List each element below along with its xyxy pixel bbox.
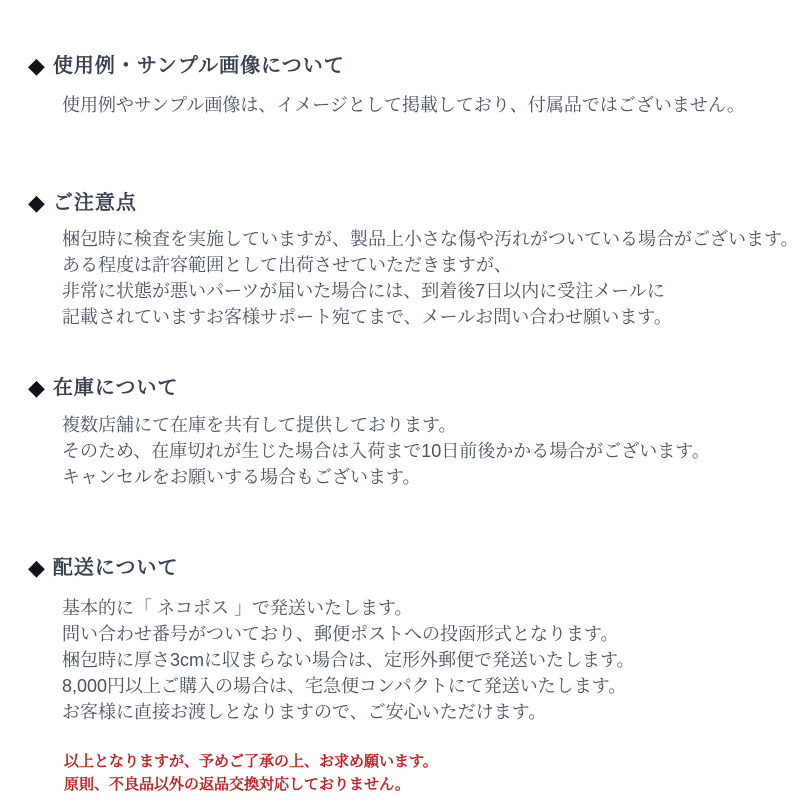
section-body xyxy=(62,92,792,118)
body-line: 複数店舗にて在庫を共有して提供しております。 xyxy=(62,415,457,435)
section-heading xyxy=(28,190,792,216)
section-title: 配送について xyxy=(52,557,179,579)
body-line: 問い合わせ番号がついており、郵便ポストへの投函形式となります。 xyxy=(62,624,619,644)
body-line: お客様に直接お渡しとなりますので、ご安心いただけます。 xyxy=(62,702,547,722)
section-title: ご注意点 xyxy=(52,192,137,214)
body-line: 梱包時に厚さ3cmに収まらない場合は、定形外郵便で発送いたします。 xyxy=(62,650,635,670)
body-line: 非常に状態が悪いパーツが届いた場合には、到着後7日以内に受注メールに xyxy=(62,281,665,301)
section-title: 使用例・サンプル画像について xyxy=(52,55,345,77)
section-body xyxy=(62,412,792,490)
body-line: 8,000円以上ご購入の場合は、宅急便コンパクトにて発送いたします。 xyxy=(62,676,627,696)
body-line: そのため、在庫切れが生じた場合は入荷まで10日前後かかる場合がございます。 xyxy=(62,441,710,461)
warning-line: 原則、不良品以外の返品交換対応しておりません。 xyxy=(64,776,410,793)
section-title: 在庫について xyxy=(52,377,179,399)
body-line: 使用例やサンプル画像は、イメージとして掲載しており、付属品ではございません。 xyxy=(62,95,745,115)
section-heading xyxy=(28,555,792,581)
section-sample-images xyxy=(28,53,792,118)
diamond-bullet-icon: ◆ xyxy=(28,555,45,580)
body-line: 梱包時に検査を実施していますが、製品上小さな傷や汚れがついている場合がございます。 xyxy=(62,229,799,249)
section-cautions xyxy=(28,190,799,330)
section-shipping xyxy=(28,555,792,725)
body-line: ある程度は許容範囲として出荷させていただきますが、 xyxy=(62,255,512,275)
diamond-bullet-icon: ◆ xyxy=(28,190,45,215)
section-stock xyxy=(28,375,792,490)
warning-line: 以上となりますが、予めご了承の上、お求め願います。 xyxy=(64,753,438,770)
body-line: 基本的に「 ネコポス 」で発送いたします。 xyxy=(62,598,413,618)
section-body xyxy=(62,226,799,330)
diamond-bullet-icon: ◆ xyxy=(28,53,45,78)
section-body xyxy=(62,595,792,725)
section-heading xyxy=(28,53,792,79)
body-line: 記載されていますお客様サポート宛てまで、メールお問い合わせ願います。 xyxy=(62,307,672,327)
diamond-bullet-icon: ◆ xyxy=(28,375,45,400)
section-heading xyxy=(28,375,792,401)
body-line: キャンセルをお願いする場合もございます。 xyxy=(62,467,421,487)
warning-note xyxy=(64,750,792,796)
